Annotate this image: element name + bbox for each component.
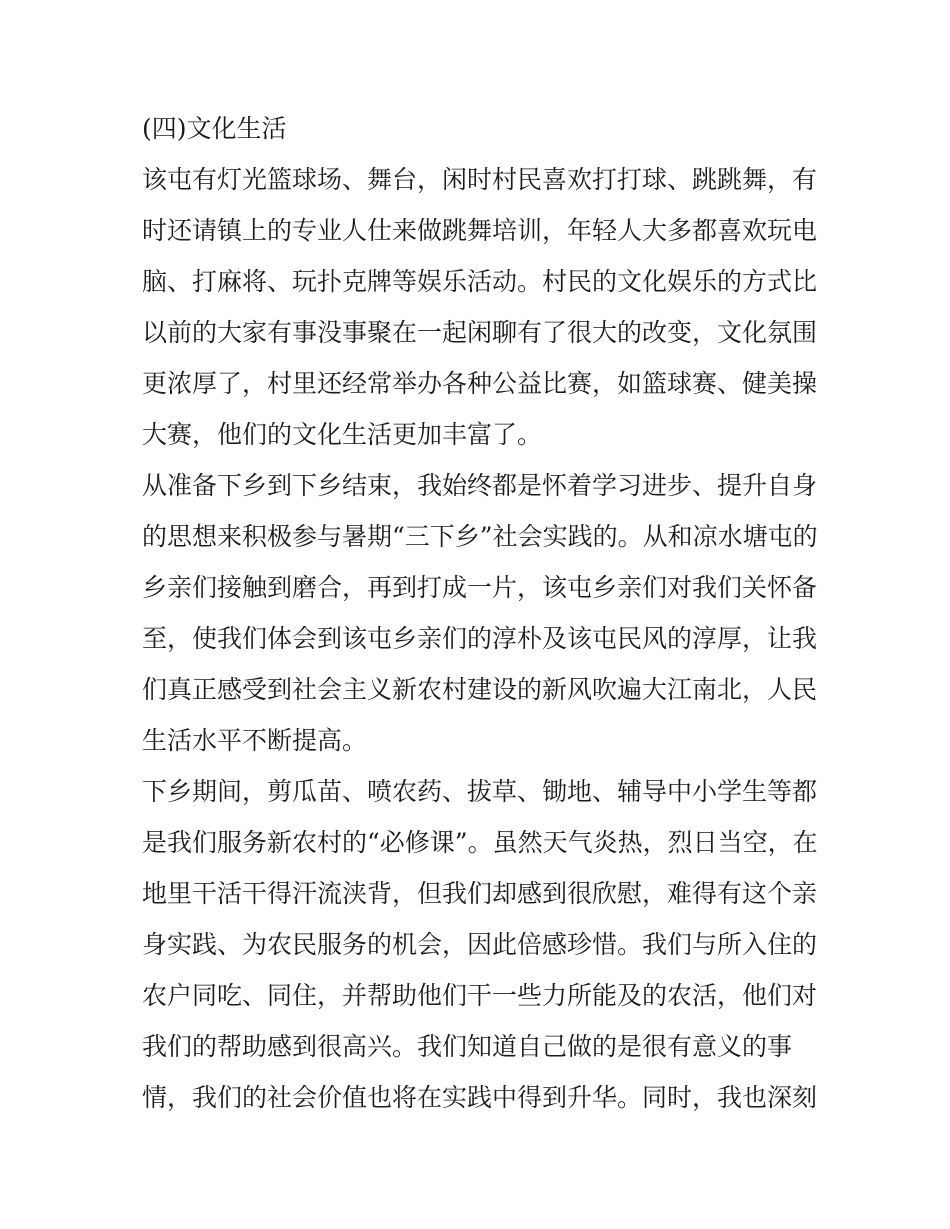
- text-line: 身实践、为农民服务的机会，因此倍感珍惜。我们与所入住的: [142, 930, 818, 959]
- text-line: 脑、打麻将、玩扑克牌等娱乐活动。村民的文化娱乐的方式比: [142, 267, 818, 296]
- text-line: 生活水平不断提高。: [142, 726, 368, 755]
- text-line: 情，我们的社会价值也将在实践中得到升华。同时，我也深刻: [142, 1083, 818, 1112]
- text-line: 下乡期间，剪瓜苗、喷农药、拔草、锄地、辅导中小学生等都: [142, 777, 818, 806]
- text-line: 我们的帮助感到很高兴。我们知道自己做的是很有意义的事: [142, 1032, 793, 1061]
- text-line: 以前的大家有事没事聚在一起闲聊有了很大的改变，文化氛围: [142, 318, 818, 347]
- document-body: [142, 103, 822, 1123]
- section-heading: (四)文化生活: [142, 114, 287, 143]
- text-line: 时还请镇上的专业人仕来做跳舞培训，年轻人大多都喜欢玩电: [142, 216, 818, 245]
- text-line: 至，使我们体会到该屯乡亲们的淳朴及该屯民风的淳厚，让我: [142, 624, 818, 653]
- text-line: 的思想来积极参与暑期“三下乡”社会实践的。从和凉水塘屯的: [142, 522, 818, 551]
- text-line: 大赛，他们的文化生活更加丰富了。: [142, 420, 543, 449]
- text-line: 地里干活干得汗流浃背，但我们却感到很欣慰，难得有这个亲: [142, 879, 818, 908]
- text-line: 乡亲们接触到磨合，再到打成一片，该屯乡亲们对我们关怀备: [142, 573, 818, 602]
- text-line: 更浓厚了，村里还经常举办各种公益比赛，如篮球赛、健美操: [142, 369, 818, 398]
- text-line: 该屯有灯光篮球场、舞台，闲时村民喜欢打打球、跳跳舞，有: [142, 165, 818, 194]
- text-line: 从准备下乡到下乡结束，我始终都是怀着学习进步、提升自身: [142, 471, 818, 500]
- text-line: 们真正感受到社会主义新农村建设的新风吹遍大江南北，人民: [142, 675, 818, 704]
- text-line: 农户同吃、同住，并帮助他们干一些力所能及的农活，他们对: [142, 981, 818, 1010]
- text-line: 是我们服务新农村的“必修课”。虽然天气炎热，烈日当空，在: [142, 828, 818, 857]
